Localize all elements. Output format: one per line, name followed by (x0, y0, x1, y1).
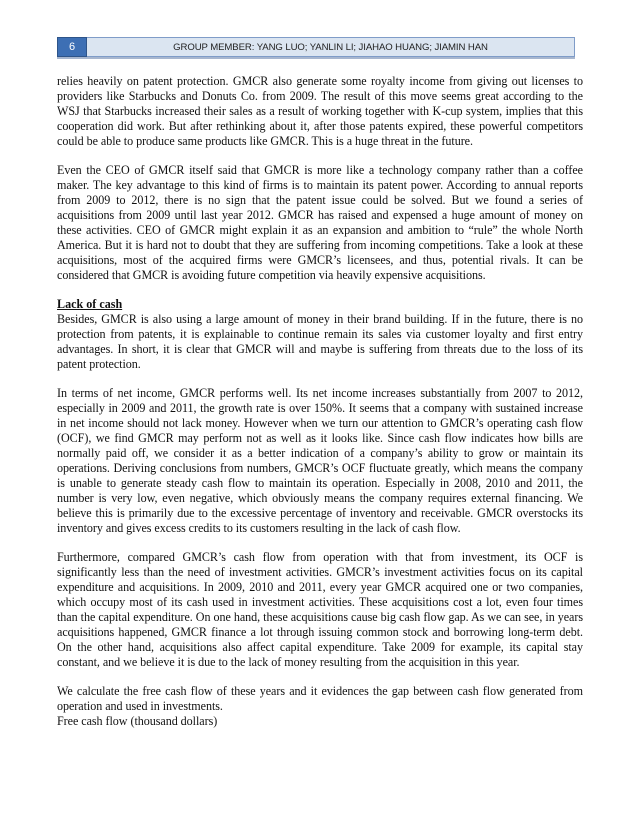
paragraph: In terms of net income, GMCR performs well. Its net income increases substantially from 2007 to 2012, especially in 2009 and 2011, the growth rate is over 150%. It seems that a company with sustained increase in net income should not lack money. However when we turn our attention to GMCR’s operating cash flow (OCF), we find GMCR may perform not as well as it looks like. Since cash flow indicates how bills are normally paid off, we consider it as a better indication of a company’s ability to grow or maintain its operations. Deriving conclusions from numbers, GMCR’s OCF fluctuate greatly, which means the company is unable to generate steady cash flow to maintain its operation. Especially in 2008, 2010 and 2011, the number is very low, even negative, which obviously means the company requires external financing. We believe this is primarily due to the excessive percentage of inventory and receivable. GMCR overstocks its inventory and gives excess credits to its customers resulting in the lack of cash flow. (57, 386, 583, 535)
table-caption: Free cash flow (thousand dollars) (57, 714, 218, 728)
paragraph: Even the CEO of GMCR itself said that GMCR is more like a technology company rather than a coffee maker. The key advantage to this kind of firms is to maintain its patent power. According to annual reports from 2009 to 2012, there is no sign that the patent issue could be solved. But we found a series of acquisitions from 2009 until last year 2012. GMCR has raised and expensed a huge amount of money on these activities. CEO of GMCR might explain it as an expansion and ambition to “rule” the whole North America. But it is hard not to doubt that they are suffering from incoming competitions. Take a look at these acquisitions, most of the acquired firms were GMCR’s licensees, and thus, potential rivals. It can be considered that GMCR is avoiding future competition via heavily expensive acquisitions. (57, 163, 583, 282)
document-body (57, 74, 583, 729)
lack-of-cash-section (57, 297, 583, 372)
section-heading: Lack of cash (57, 297, 123, 311)
paragraph: We calculate the free cash flow of these years and it evidences the gap between cash flow generated from operation and used in investments. (57, 684, 583, 713)
paragraph: relies heavily on patent protection. GMCR also generate some royalty income from giving out licenses to providers like Starbucks and Donuts Co. from 2009. The result of this move seems great according to the WSJ that Starbucks increased their sales as a result of working together with K-cup system, implies that this cooperation did work. But after rethinking about it, after those patents expired, these powerful competitors could be able to produce same products like GMCR. This is a huge threat in the future. (57, 74, 583, 148)
header-title: GROUP MEMBER: YANG LUO; YANLIN LI; JIAHAO HUANG; JIAMIN HAN (87, 37, 575, 57)
page-number: 6 (57, 37, 87, 57)
page-header (57, 37, 575, 57)
paragraph: Furthermore, compared GMCR’s cash flow from operation with that from investment, its OCF is significantly less than the need of investment activities. GMCR’s investment activities focus on its capital expenditure and acquisitions. In 2009, 2010 and 2011, every year GMCR acquired one or two companies, which occupy most of its cash used in investment activities. These acquisitions cost a lot, even four times than the capital expenditure. On one hand, these acquisitions cause big cash flow gap. As we can see, in years acquisitions happened, GMCR finance a lot through issuing common stock and borrowing long-term debt. On the other hand, acquisitions also affect capital expenditure. Take 2009 for example, its capital stay constant, and we believe it is due to the lack of money resulting from the acquisition in this year. (57, 550, 583, 669)
paragraph: Besides, GMCR is also using a large amount of money in their brand building. If in the future, there is no protection from patents, it is explainable to continue remain its sales via customer loyalty and first entry advantages. In short, it is clear that GMCR will and maybe is suffering from threats due to the loss of its patent protection. (57, 312, 583, 371)
